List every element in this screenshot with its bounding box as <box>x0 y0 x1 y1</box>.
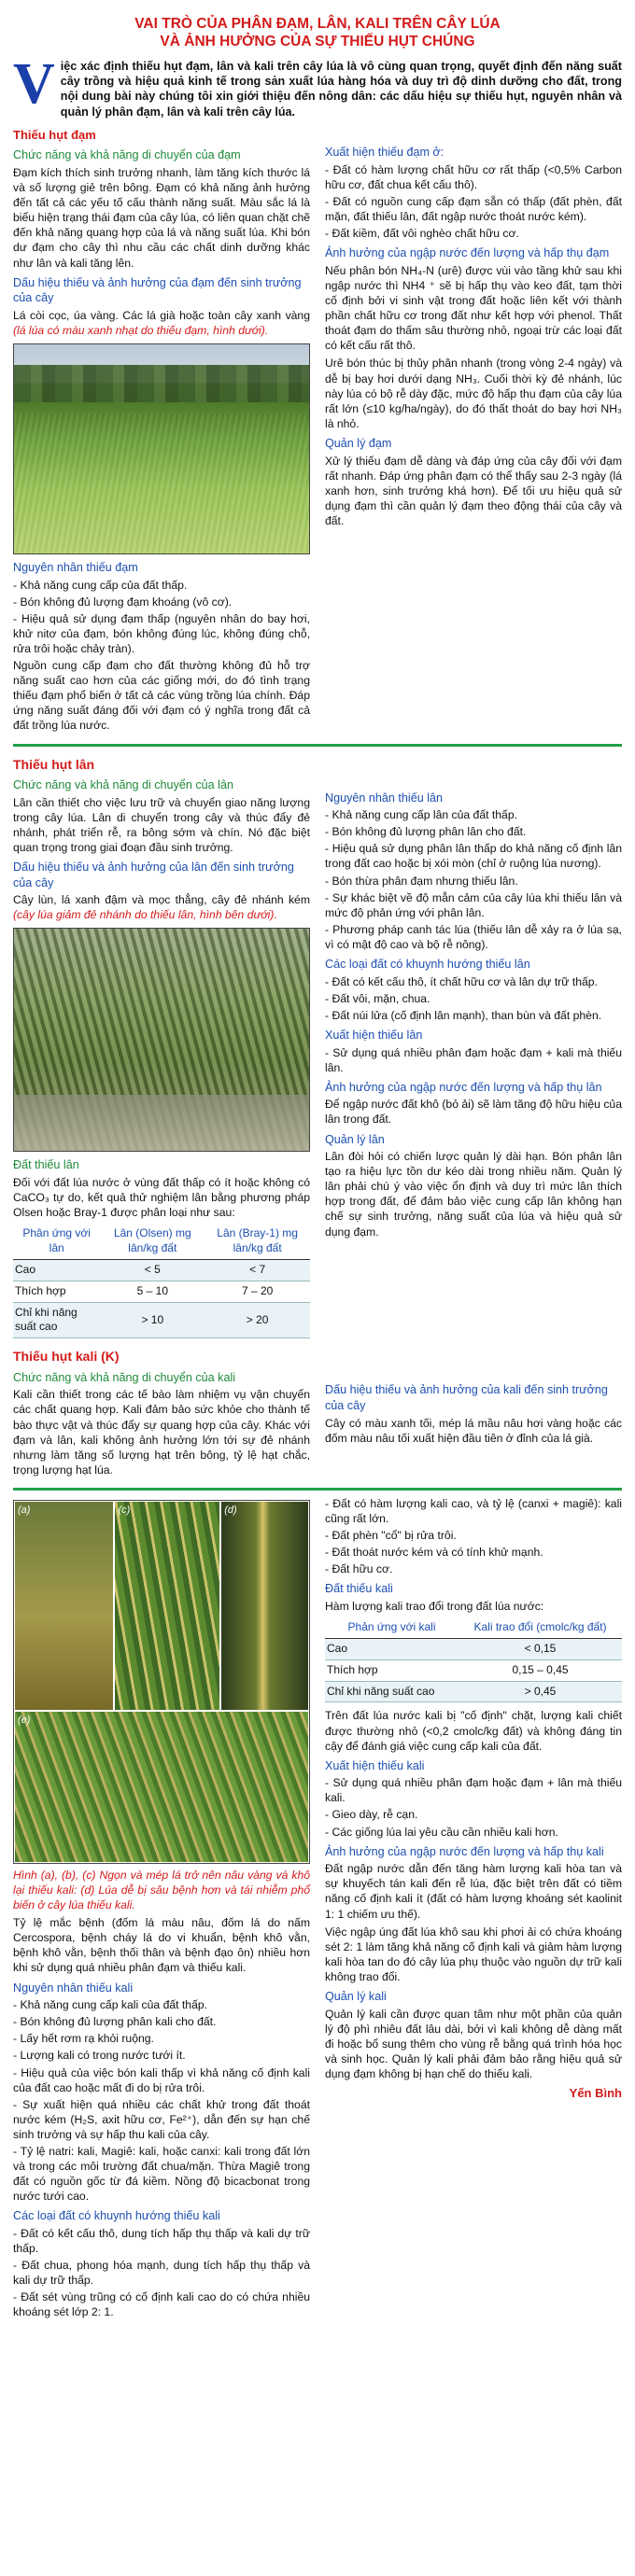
section-divider <box>13 744 622 747</box>
nitrogen-causes-list <box>13 578 310 656</box>
phosphorus-image-caption: Đất thiếu lân <box>13 1158 79 1172</box>
drop-cap: V <box>13 51 55 116</box>
photo-panel-a <box>14 1501 114 1711</box>
potassium-table <box>325 1617 622 1702</box>
potassium-role-heading: Chức năng và khả năng di chuyển của kali <box>13 1370 236 1384</box>
potassium-flood-heading: Ảnh hưởng của ngập nước đến lượng và hấp thụ kali <box>325 1844 604 1858</box>
table-row <box>13 1259 310 1281</box>
table-cell: 5 – 10 <box>100 1281 205 1302</box>
table-header: Lân (Olsen) mg lân/kg đất <box>100 1224 205 1259</box>
phosphorus-signs-caption: (cây lúa giảm đẻ nhánh do thiếu lân, hình bên dưới). <box>13 908 277 922</box>
potassium-soils-heading: Các loại đất có khuynh hướng thiếu kali <box>13 2209 220 2223</box>
phosphorus-section <box>13 752 622 1345</box>
phosphorus-manage-text: Lân đòi hỏi có chiến lược quản lý dài hạn. Bón phân lân tạo ra hiệu lực tồn dư kéo dài trong nhiều năm. Quản lý lân phải chú ý vào việc ổn định và duy trì mức lân thích hợp trong đất, để đảm bảo việc cung cấp lân không hạn chế sự sinh trưởng, năng suất của lúa và hiệu quả sử dụng đạm. <box>325 1150 622 1239</box>
tree-line <box>14 365 309 402</box>
phosphorus-deficiency-photo <box>13 928 310 1152</box>
phosphorus-flood-heading: Ảnh hưởng của ngập nước đến lượng và hấp thụ lân <box>325 1080 602 1094</box>
list-item: - Gieo dày, rễ cạn. <box>325 1807 622 1822</box>
potassium-appear-list <box>325 1775 622 1839</box>
table-cell: < 5 <box>100 1259 205 1281</box>
table-cell: < 7 <box>205 1259 310 1281</box>
potassium-intro <box>13 1344 622 1480</box>
intro-text: iệc xác định thiếu hụt đạm, lân và kali trên cây lúa là vô cùng quan trọng, quyết định đến năng suất cây trồng và hiệu quả kinh tế trong sản xuất lúa hàng hóa và duy trì độ dinh dưỡng cho đất, trong nội dung bài này chúng tôi xin giới thiệu đến nông dân: các dấu hiệu sự thiếu hụt, nguyên nhân và quản lý phân đạm, lân và kali trên cây lúa. <box>60 59 622 119</box>
panel-label: (c) <box>118 1504 131 1516</box>
list-item: - Lượng kali có trong nước tưới ít. <box>13 2048 310 2063</box>
potassium-image-caption: Hình (a), (b), (c) Ngọn và mép lá trở nên nâu vàng và khô lại thiếu kali: (d) Lúa dễ bị sâu bệnh hơn và tái nhiễm phổ biến ở cây lúa thiếu kali. <box>13 1868 310 1912</box>
list-item: - Hiệu quả sử dụng phân lân thấp do khả năng cố định lân trong đất cao hoặc bị xói mòn (chỉ ở ruộng lúa nương). <box>325 841 622 871</box>
list-item: - Đất có kết cấu thô, ít chất hữu cơ và lân dự trữ thấp. <box>325 974 622 989</box>
list-item: - Sự xuất hiện quá nhiều các chất khử trong đất thoát nước kém (H₂S, axit hữu cơ, Fe²⁺), dẫn đến sự hạn chế sinh trưởng và sự hấp thu kali của cây. <box>13 2097 310 2142</box>
table-row <box>13 1302 310 1338</box>
list-item: - Bón không đủ lượng phân lân cho đất. <box>325 824 622 839</box>
potassium-role-text: Kali cần thiết trong các tế bào làm nhiệm vụ vận chuyển các chất quang hợp. Kali đảm bảo sức khỏe cho thành tế bào thực vật và thúc đẩy sự quang hợp của cây. Khác với đạm và lân, kali không ảnh hưởng lớn tới sự đẻ nhánh nhưng làm tăng số lượng hạt trên bông, tỷ lệ hạt chắc, trọng lượng hạt lúa. <box>13 1388 310 1477</box>
nitrogen-soils-list <box>325 162 622 241</box>
list-item: - Tỷ lệ natri: kali, Magiê: kali, hoặc canxi: kali trong đất lớn và trong các môi trường đất chua/mặn. Thừa Magiê trong đất có nguồn gốc từ đá kiềm. Nồng độ bicacbonat trong nước tưới cao. <box>13 2144 310 2204</box>
list-item: - Bón thừa phân đạm nhưng thiếu lân. <box>325 874 622 889</box>
list-item: - Khả năng cung cấp kali của đất thấp. <box>13 1997 310 2012</box>
list-item: - Đất phèn "cổ" bị rửa trôi. <box>325 1528 622 1543</box>
nitrogen-soils-heading: Xuất hiện thiếu đạm ở: <box>325 146 444 160</box>
phosphorus-appear-heading: Xuất hiện thiếu lân <box>325 1028 423 1042</box>
nitrogen-role-text: Đạm kích thích sinh trưởng nhanh, làm tăng kích thước lá và số lượng giẻ trên bông. Đạm có khả năng ảnh hưởng đến tất cả các yếu tố cấu thành năng suất. Màu sắc lá là biểu hiện trạng thái đạm của cây lúa, có liên quan chặt chẽ đến khả năng quang hợp của lá và năng suất lúa. Khi bón dư đạm cho cây thì nhu cầu các chất dinh dưỡng khác như lân và kali tăng lên. <box>13 165 310 270</box>
table-header-row <box>13 1224 310 1259</box>
author-signature: Yến Bình <box>569 2086 622 2101</box>
phosphorus-soils-list <box>325 974 622 1023</box>
photo-panel-c <box>114 1501 220 1711</box>
list-item: - Đất vôi, mặn, chua. <box>325 991 622 1006</box>
list-item: - Sự khác biệt về độ mẫn cảm của cây lúa khi thiếu lân và mức độ phản ứng với phân lân. <box>325 890 622 920</box>
potassium-intro-right <box>325 1344 622 1480</box>
list-item: - Bón không đủ lượng phân kali cho đất. <box>13 2014 310 2029</box>
list-item: - Đất núi lửa (cố định lân mạnh), than bùn và đất phèn. <box>325 1008 622 1023</box>
potassium-intro-left <box>13 1344 310 1480</box>
nitrogen-signs-heading: Dấu hiệu thiếu và ảnh hưởng của đạm đến sinh trưởng của cây <box>13 275 302 305</box>
potassium-soils-list-b <box>325 1496 622 1576</box>
panel-label: (a) <box>18 1504 31 1516</box>
list-item: - Khả năng cung cấp lân của đất thấp. <box>325 807 622 822</box>
list-item: - Sử dụng quá nhiều phân đạm hoặc đạm + lân mà thiếu kali. <box>325 1775 622 1805</box>
nitrogen-causes-heading: Nguyên nhân thiếu đạm <box>13 561 138 575</box>
potassium-soils-list-a <box>13 2226 310 2320</box>
table-header: Lân (Bray-1) mg lân/kg đất <box>205 1224 310 1259</box>
phosphorus-col-left <box>13 752 310 1345</box>
list-item: - Đất có hàm lượng chất hữu cơ rất thấp (<0,5% Carbon hữu cơ, đất chua kết cấu thô). <box>325 162 622 192</box>
potassium-signs-heading: Dấu hiệu thiếu và ảnh hưởng của kali đến sinh trưởng của cây <box>325 1383 608 1412</box>
nitrogen-col-right <box>325 123 622 735</box>
table-cell: 7 – 20 <box>205 1281 310 1302</box>
phosphorus-flood-text: Để ngập nước đất khô (bỏ ải) sẽ làm tăng độ hữu hiệu của lân trong đất. <box>325 1098 622 1127</box>
list-item: - Đất sét vùng trũng có cố định kali cao do có chứa nhiều khoáng sét lớp 2: 1. <box>13 2289 310 2319</box>
nitrogen-role-heading: Chức năng và khả năng di chuyển của đạm <box>13 148 241 162</box>
list-item: - Hiệu quả sử dụng đạm thấp (nguyên nhân do bay hơi, khử nitơ của đạm, bón không đúng lúc, không đúng chỗ, rửa trôi hoặc chảy tràn). <box>13 611 310 656</box>
rice-field <box>14 413 309 553</box>
list-item: - Đất kiềm, đất vôi nghèo chất hữu cơ. <box>325 226 622 241</box>
table-cell: < 0,15 <box>459 1638 622 1659</box>
table-row <box>325 1638 622 1659</box>
table-cell: > 0,45 <box>459 1681 622 1702</box>
phosphorus-role-heading: Chức năng và khả năng di chuyển của lân <box>13 778 233 792</box>
potassium-col-right <box>325 1496 622 2322</box>
list-item: - Phương pháp canh tác lúa (thiếu lân dễ xảy ra ở lúa sạ, vì có mật độ cao và bộ rễ nông). <box>325 922 622 952</box>
table-cell: Chỉ khi năng suất cao <box>325 1681 459 1702</box>
table-cell: Cao <box>325 1638 459 1659</box>
potassium-rate-text: Tỷ lệ mắc bệnh (đốm lá màu nâu, đốm lá do nấm Cercospora, bệnh cháy lá do vi khuẩn, bệnh khô vằn, bệnh khô vằn, bệnh thối thân và bệnh đạo ôn) nhiều hơn khi sử dụng quá nhiều phân đạm và thiếu kali. <box>13 1916 310 1975</box>
nitrogen-manage-text: Xử lý thiếu đạm dễ dàng và đáp ứng của cây đối với đạm rất nhanh. Đáp ứng phân đạm có thể thấy sau 2-3 ngày (lá xanh hơn, sinh trưởng khá hơn). Để tối ưu hiệu quả sử dụng đạm thì cần quản lý đạm theo động thái của cây và đất. <box>325 454 622 527</box>
nitrogen-flood-heading: Ảnh hưởng của ngập nước đến lượng và hấp thụ đạm <box>325 246 610 260</box>
nitrogen-col-left <box>13 123 310 735</box>
potassium-causes-list <box>13 1997 310 2204</box>
list-item: - Đất hữu cơ. <box>325 1561 622 1576</box>
list-item: - Đất có nguồn cung cấp đạm sẵn có thấp (đất phèn, đất mặn, đất thiếu lân, đất ngập nước thoát nước kém). <box>325 194 622 224</box>
phosphorus-heading: Thiếu hụt lân <box>13 756 95 772</box>
panel-label: (d) <box>224 1504 237 1516</box>
table-header: Kali trao đổi (cmolc/kg đất) <box>459 1617 622 1638</box>
phosphorus-soils-heading: Các loại đất có khuynh hướng thiếu lân <box>325 958 530 972</box>
list-item: - Lấy hết rơm rạ khỏi ruộng. <box>13 2031 310 2046</box>
table-header-row <box>325 1617 622 1638</box>
table-cell: > 20 <box>205 1302 310 1338</box>
nitrogen-flood-text-1: Nếu phân bón NH₄-N (urê) được vùi vào tầng khử sau khi ngập nước thì NH4 ⁺ sẽ bị hấp thụ vào keo đất, tạm thời cố định bởi vi sinh vật trong đất hoặc liên kết với thành phần chất hữu cơ trong đất như kết hợp với phenol. Thất thoát đạm do thấm sâu thường nhỏ, ngoại trừ các loại đất có kết cấu rất thô. <box>325 263 622 353</box>
list-item: - Hiệu quả của việc bón kali thấp vì khả năng cố định kali của đất cao hoặc mất đi do bị rửa trôi. <box>13 2065 310 2095</box>
list-item: - Đất chua, phong hóa mạnh, dung tích hấp thụ thấp và kali dự trữ thấp. <box>13 2258 310 2288</box>
phosphorus-soil-text: Đối với đất lúa nước ở vùng đất thấp có ít hoặc không có CaCO₃ tự do, kết quả thử nghiệm lân bằng phương pháp Olsen hoặc Bray-1 được phân loại như sau: <box>13 1176 310 1220</box>
field-water <box>14 1095 309 1151</box>
table-header: Phân ứng với lân <box>13 1224 100 1259</box>
title-line-2: VÀ ẢNH HƯỞNG CỦA SỰ THIẾU HỤT CHÚNG <box>160 34 475 50</box>
potassium-signs-text: Cây có màu xanh tối, mép lá mầu nâu hơi vàng hoặc các đốm màu nâu tối xuất hiện đầu tiên ở đỉnh của lá già. <box>325 1416 622 1445</box>
table-row <box>13 1281 310 1302</box>
potassium-deficiency-photo <box>13 1500 310 1864</box>
section-divider <box>13 1488 622 1491</box>
table-cell: Chỉ khi năng suất cao <box>13 1302 100 1338</box>
potassium-test-text: Hàm lượng kali trao đổi trong đất lúa nước: <box>325 1600 544 1613</box>
photo-panel-b <box>14 1711 309 1863</box>
list-item: - Đất thoát nước kém và có tính khử mạnh. <box>325 1545 622 1560</box>
photo-panel-d <box>220 1501 309 1711</box>
phosphorus-causes-heading: Nguyên nhân thiếu lân <box>325 791 444 805</box>
phosphorus-manage-heading: Quản lý lân <box>325 1132 385 1146</box>
potassium-causes-heading: Nguyên nhân thiếu kali <box>13 1981 134 1995</box>
phosphorus-signs-paragraph <box>13 892 310 922</box>
table-cell: Cao <box>13 1259 100 1281</box>
nitrogen-manage-heading: Quản lý đạm <box>325 436 392 450</box>
table-row <box>325 1681 622 1702</box>
potassium-section <box>13 1496 622 2322</box>
list-item: - Đất có kết cấu thô, dung tích hấp thụ thấp và kali dự trữ thấp. <box>13 2226 310 2256</box>
table-header: Phản ứng với kali <box>325 1617 459 1638</box>
list-item: - Đất có hàm lượng kali cao, và tỷ lệ (canxi + magiê): kali cũng rất lớn. <box>325 1496 622 1526</box>
table-cell: Thích hợp <box>13 1281 100 1302</box>
nitrogen-signs-text: Lá còi cọc, úa vàng. Các lá già hoặc toàn cây xanh vàng <box>13 308 310 322</box>
title-line-1: VAI TRÒ CỦA PHÂN ĐẠM, LÂN, KALI TRÊN CÂY LÚA <box>134 16 501 32</box>
phosphorus-causes-list <box>325 807 622 952</box>
nitrogen-flood-text-2: Urê bón thúc bị thủy phân nhanh (trong vòng 2-4 ngày) và dễ bị bay hơi dưới dạng NH₃. Cuối thời kỳ đẻ nhánh, lúc này lúa có bộ rễ dày đặc, mức độ hấp thu đạm của cây lúa rất lớn (≤10 kg/ha/ngày), do đó thất thoát do bay hơi NH₃ là nhỏ. <box>325 357 622 430</box>
potassium-flood-text-1: Đất ngập nước dẫn đến tăng hàm lượng kali hòa tan và sự khuyếch tán kali đến rễ lúa, đặc biệt trên đất có tiềm năng cố định kali ít (đất có hàm lượng khoáng sét kaolinit 1: 1 chiếm ưu thế). <box>325 1862 622 1921</box>
nitrogen-causes-text: Nguồn cung cấp đạm cho đất thường không đủ hỗ trợ năng suất cao hơn của các giống mới, do đó tình trạng thiếu đạm phổ biến ở tất cả các vùng trồng lúa chính. Đáp ứng năng suất đáng đối với đạm có ý nghĩa trong đất cả đất trồng lúa nước. <box>13 659 310 733</box>
potassium-test-text-2: Trên đất lúa nước kali bị "cố định" chặt, lượng kali chiết được thường nhỏ (<0,2 cmolc/kg đất) và không đáng tin cậy để đánh giá việc cung cấp kali của đất. <box>325 1709 622 1753</box>
phosphorus-appear-list <box>325 1045 622 1075</box>
potassium-appear-heading: Xuất hiện thiếu kali <box>325 1758 425 1772</box>
phosphorus-table <box>13 1224 310 1338</box>
potassium-col-left <box>13 1496 310 2322</box>
nitrogen-signs-caption: (lá lúa có màu xanh nhạt do thiếu đạm, hình dưới). <box>13 323 269 337</box>
nitrogen-heading: Thiếu hụt đạm <box>13 128 96 143</box>
phosphorus-role-text: Lân cần thiết cho việc lưu trữ và chuyển giao năng lượng trong cây lúa. Lân di chuyển trong cây và thúc đẩy đẻ nhánh, phát triển rễ, ra bông sớm và chín. Nó đặc biệt quan trọng trong giai đoạn đầu sinh trưởng. <box>13 795 310 854</box>
page-title <box>13 0 622 51</box>
nitrogen-signs-paragraph <box>13 308 310 338</box>
intro-paragraph <box>13 51 622 119</box>
table-row <box>325 1659 622 1681</box>
phosphorus-col-right <box>325 752 622 1345</box>
potassium-manage-heading: Quản lý kali <box>325 1990 387 2004</box>
list-item: - Bón không đủ lượng đạm khoáng (vô cơ). <box>13 595 310 609</box>
potassium-heading: Thiếu hụt kali (K) <box>13 1349 120 1365</box>
panel-label: (e) <box>18 1714 31 1726</box>
list-item: - Sử dụng quá nhiều phân đạm hoặc đạm + kali mà thiếu lân. <box>325 1045 622 1075</box>
potassium-flood-text-2: Việc ngập úng đất lúa khô sau khi phơi ải có chứa khoáng sét 2: 1 làm tăng khả năng cố định kali và giảm hàm lượng kali hòa tan do đó cây lúa phụ thuộc vào nguồn dự trữ kali không trao đổi. <box>325 1925 622 1983</box>
table-cell: Thích hợp <box>325 1659 459 1681</box>
phosphorus-signs-text: Cây lùn, lá xanh đậm và mọc thẳng, cây đẻ nhánh kém <box>13 893 310 907</box>
table-cell: > 10 <box>100 1302 205 1338</box>
table-cell: 0,15 – 0,45 <box>459 1659 622 1681</box>
potassium-manage-text: Quản lý kali cần được quan tâm như một phần của quản lý độ phì nhiêu đất lâu dài, bởi vì kali không dễ dàng mất đi hoặc bổ sung thêm cho vùng rễ bằng quá trình hóa học và sinh học. Quản lý kali phải đảm bảo rằng hiệu quả sử dụng đạm không bị hạn chế do thiếu kali. <box>325 2007 622 2081</box>
potassium-test-heading: Đất thiếu kali <box>325 1582 393 1596</box>
list-item: - Khả năng cung cấp của đất thấp. <box>13 578 310 593</box>
nitrogen-section <box>13 123 622 735</box>
nitrogen-deficiency-photo <box>13 343 310 554</box>
phosphorus-signs-heading: Dấu hiệu thiếu và ảnh hưởng của lân đến sinh trưởng của cây <box>13 861 294 889</box>
list-item: - Các giống lúa lai yêu cầu cần nhiều kali hơn. <box>325 1825 622 1840</box>
